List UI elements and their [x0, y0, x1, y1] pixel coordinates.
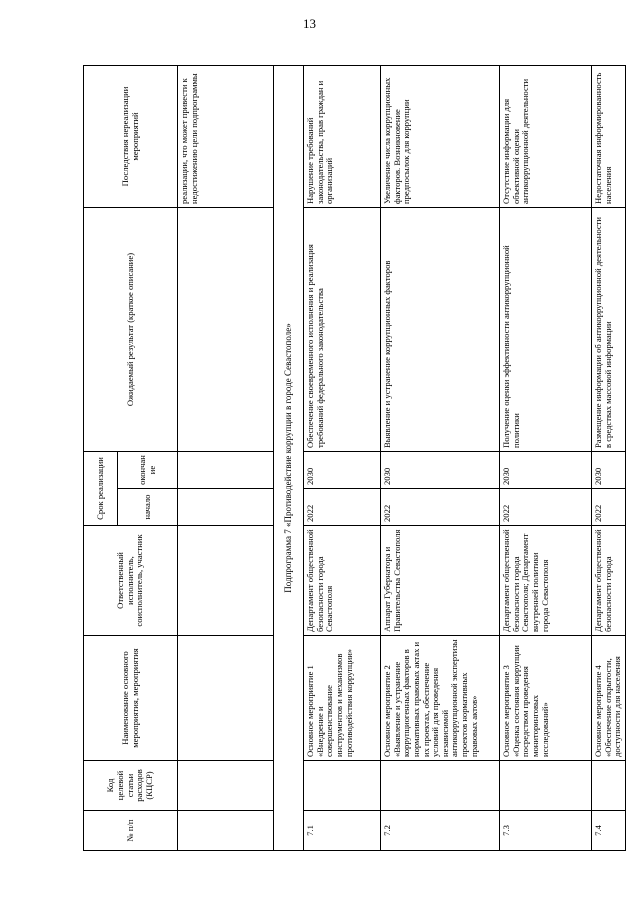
row-consequences: Недостаточная информированность населения [592, 66, 626, 208]
row-result: Размещение информации об антикоррупционной деятельности в средствах массовой информации [592, 208, 626, 452]
row-executor: Департамент общественной безопасности города [592, 526, 626, 636]
row-name: Основное мероприятие 2 «Выявление и устранение коррупциогенных факторов в нормативных правовых актах и их проектах, обеспечение условий для проведения независимой антикоррупционной экспертизы проектов нормативных правовых актов» [381, 636, 500, 761]
row-result: Получение оценки эффективности антикоррупционной политики [500, 208, 592, 452]
header-row [84, 66, 118, 851]
row-start: 2022 [592, 489, 626, 526]
row-code [592, 761, 626, 811]
row-result: Обеспечение своевременного исполнения и реализация требований федерального законодательства [304, 208, 381, 452]
table-row [500, 66, 592, 851]
row-name: Основное мероприятие 3 «Оценка состояния коррупции посредством проведения мониторинговых исследований» [500, 636, 592, 761]
row-consequences: Увеличение числа коррупционных факторов. Возникновение предпосылок для коррупции [381, 66, 500, 208]
header-start: начало [118, 489, 178, 526]
row-num: 7.3 [500, 811, 592, 851]
row-code [500, 761, 592, 811]
row-start: 2022 [500, 489, 592, 526]
header-executor: Ответственный исполнитель, соисполнитель, участник [84, 526, 178, 636]
table-row [592, 66, 626, 851]
row-end: 2030 [500, 452, 592, 489]
page-number: 13 [303, 16, 316, 31]
row-executor: Департамент общественной безопасности города Севастополя; Департамент внутренней политики города Севастополя [500, 526, 592, 636]
row-end: 2030 [592, 452, 626, 489]
continuation-text: реализации, что может привести к недостижению цели подпрограммы [178, 66, 274, 208]
row-consequences: Нарушение требований законодательства, прав граждан и организаций [304, 66, 381, 208]
header-consequences: Последствия нереализации мероприятий [84, 66, 178, 208]
header-result: Ожидаемый результат (краткое описание) [84, 208, 178, 452]
row-code [304, 761, 381, 811]
row-start: 2022 [381, 489, 500, 526]
header-num: № п/п [84, 811, 178, 851]
row-end: 2030 [304, 452, 381, 489]
row-result: Выявление и устранение коррупционных факторов [381, 208, 500, 452]
table-row [381, 66, 500, 851]
continuation-row [178, 66, 274, 851]
row-executor: Аппарат Губернатора и Правительства Севастополя [381, 526, 500, 636]
subprogram-table [83, 65, 626, 851]
header-code: Код целевой статьи расходов (КЦСР) [84, 761, 178, 811]
row-consequences: Отсутствие информации для объективной оценки антикоррупционной деятельности [500, 66, 592, 208]
header-name: Наименование основного мероприятия, мероприятия [84, 636, 178, 761]
table-row [304, 66, 381, 851]
row-num: 7.1 [304, 811, 381, 851]
subprogram-title: Подпрограмма 7 «Противодействие коррупции в городе Севастополе» [274, 66, 304, 851]
row-num: 7.2 [381, 811, 500, 851]
row-executor: Департамент общественной безопасности города Севастополя [304, 526, 381, 636]
row-name: Основное мероприятие 4 «Обеспечение открытости, доступности для населения [592, 636, 626, 761]
rotated-table-container [83, 66, 623, 851]
row-end: 2030 [381, 452, 500, 489]
row-name: Основное мероприятие 1 «Внедрение и совершенствование инструментов и механизмов противодействия коррупции» [304, 636, 381, 761]
row-code [381, 761, 500, 811]
subprogram-title-row [274, 66, 304, 851]
row-num: 7.4 [592, 811, 626, 851]
header-term: Срок реализации [84, 452, 118, 526]
header-end: окончание [118, 452, 178, 489]
row-start: 2022 [304, 489, 381, 526]
